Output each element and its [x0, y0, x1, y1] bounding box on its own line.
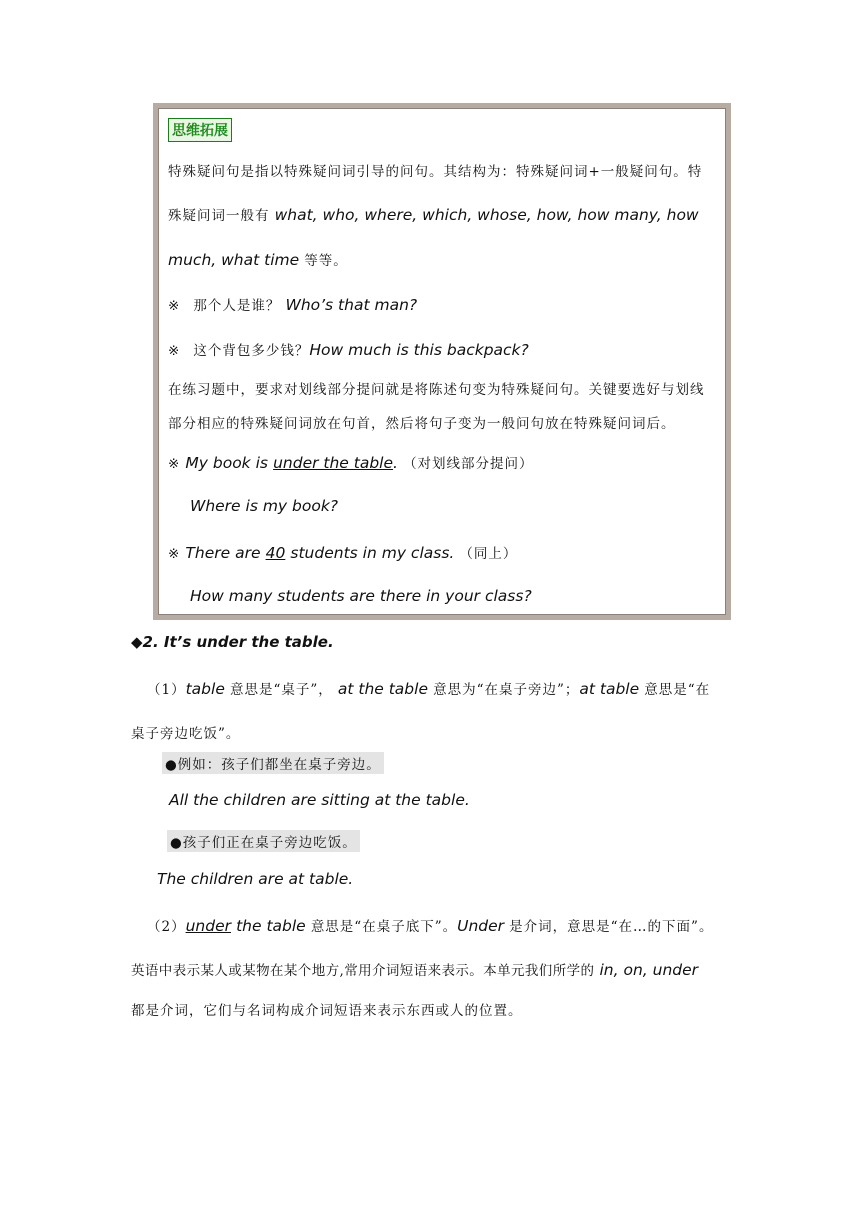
- box-p1-line3: much, what time 等等。: [168, 251, 348, 269]
- section-1-line1: （1）table 意思是“桌子”， at the table 意思为“在桌子旁边”；at table 意思是“在: [147, 680, 711, 698]
- box-example-2: ※ 这个背包多少钱？How much is this backpack?: [168, 341, 529, 359]
- box-example-4: ※ There are 40 students in my class. （同上）: [168, 544, 518, 562]
- thinking-extension-box: [153, 103, 731, 620]
- box-p2-line1: 在练习题中，要求对划线部分提问就是将陈述句变为特殊疑问句。关键要选好与划线: [168, 382, 705, 398]
- paragraph-3-line1: 英语中表示某人或某物在某个地方,常用介词短语来表示。本单元我们所学的 in, on, under: [131, 961, 699, 979]
- box-example-1: ※ 那个人是谁？ Who’s that man?: [168, 296, 418, 314]
- example-2-cn: ●孩子们正在桌子旁边吃饭。: [167, 830, 360, 852]
- box-example-4-answer: How many students are there in your class?: [190, 587, 532, 605]
- example-2-en: The children are at table.: [157, 870, 354, 888]
- paragraph-3-line2: 都是介词，它们与名词构成介词短语来表示东西或人的位置。: [131, 1003, 523, 1019]
- box-p2-line2: 部分相应的特殊疑问词放在句首，然后将句子变为一般问句放在特殊疑问词后。: [168, 416, 676, 432]
- section-heading: ◆2. It’s under the table.: [131, 633, 334, 651]
- box-p1-line1: 特殊疑问句是指以特殊疑问词引导的问句。其结构为：特殊疑问词+一般疑问句。特: [168, 164, 703, 180]
- box-example-3: ※ My book is under the table. （对划线部分提问）: [168, 454, 534, 472]
- section-1-line2: 桌子旁边吃饭”。: [131, 726, 241, 742]
- section-2-line: （2）under the table 意思是“在桌子底下”。Under 是介词，意思是“在…的下面”。: [147, 917, 714, 935]
- box-example-3-answer: Where is my book?: [190, 497, 339, 515]
- example-1-en: All the children are sitting at the table.: [169, 791, 470, 809]
- example-1-cn: ●例如：孩子们都坐在桌子旁边。: [162, 752, 384, 774]
- box-p1-line2: 殊疑问词一般有 what, who, where, which, whose, how, how many, how: [168, 206, 699, 224]
- box-tag: 思维拓展: [168, 118, 232, 142]
